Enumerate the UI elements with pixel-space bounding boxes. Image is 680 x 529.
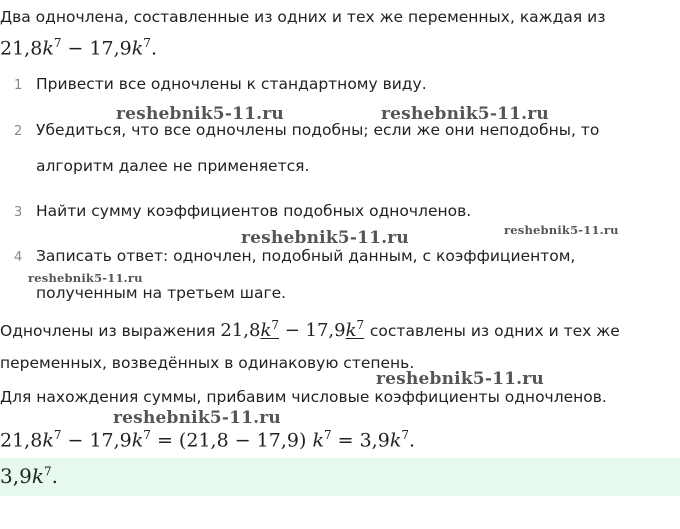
watermark: reshebnik5-11.ru [116,104,284,124]
watermark: reshebnik5-11.ru [504,223,619,237]
step-text: Записать ответ: одночлен, подобный данным, с коэффициентом, [36,247,576,265]
watermark: reshebnik5-11.ru [381,104,549,124]
step-text: Привести все одночлены к стандартному виду. [36,75,427,93]
watermark: reshebnik5-11.ru [376,369,544,389]
step-number: 1 [14,78,23,93]
answer-box [0,458,680,496]
watermark: reshebnik5-11.ru [113,408,281,428]
explanation-line: переменных, возведённых в одинаковую степень. [0,354,415,372]
step-text-cont: алгоритм далее не применяется. [36,157,310,175]
step-text: Найти сумму коэффициентов подобных одночленов. [36,202,472,220]
step-number: 2 [14,124,23,139]
step-number: 4 [14,250,23,265]
step-number: 3 [14,205,23,220]
intro-line: Два одночлена, составленные из одних и тех же переменных, каждая из [0,8,606,26]
watermark: reshebnik5-11.ru [241,228,409,248]
explanation-line: Одночлены из выражения $21,8k^7 - 17,9k^7$ составлены из одних и тех же [0,318,620,341]
solution-expression: $21,8k^7 - 17,9k^7 = (21,8 - 17,9) k^7 = 3,9k^7$. [0,428,416,452]
step-text-cont: полученным на третьем шаге. [36,284,287,302]
explanation-line: Для нахождения суммы, прибавим числовые коэффициенты одночленов. [0,388,607,406]
watermark: reshebnik5-11.ru [28,271,143,285]
answer-expression: $3,9k^7$. [0,464,58,488]
step-text: Убедиться, что все одночлены подобны; если же они неподобны, то [36,121,600,139]
intro-expression: $21,8k^7 - 17,9k^7$. [0,36,157,60]
